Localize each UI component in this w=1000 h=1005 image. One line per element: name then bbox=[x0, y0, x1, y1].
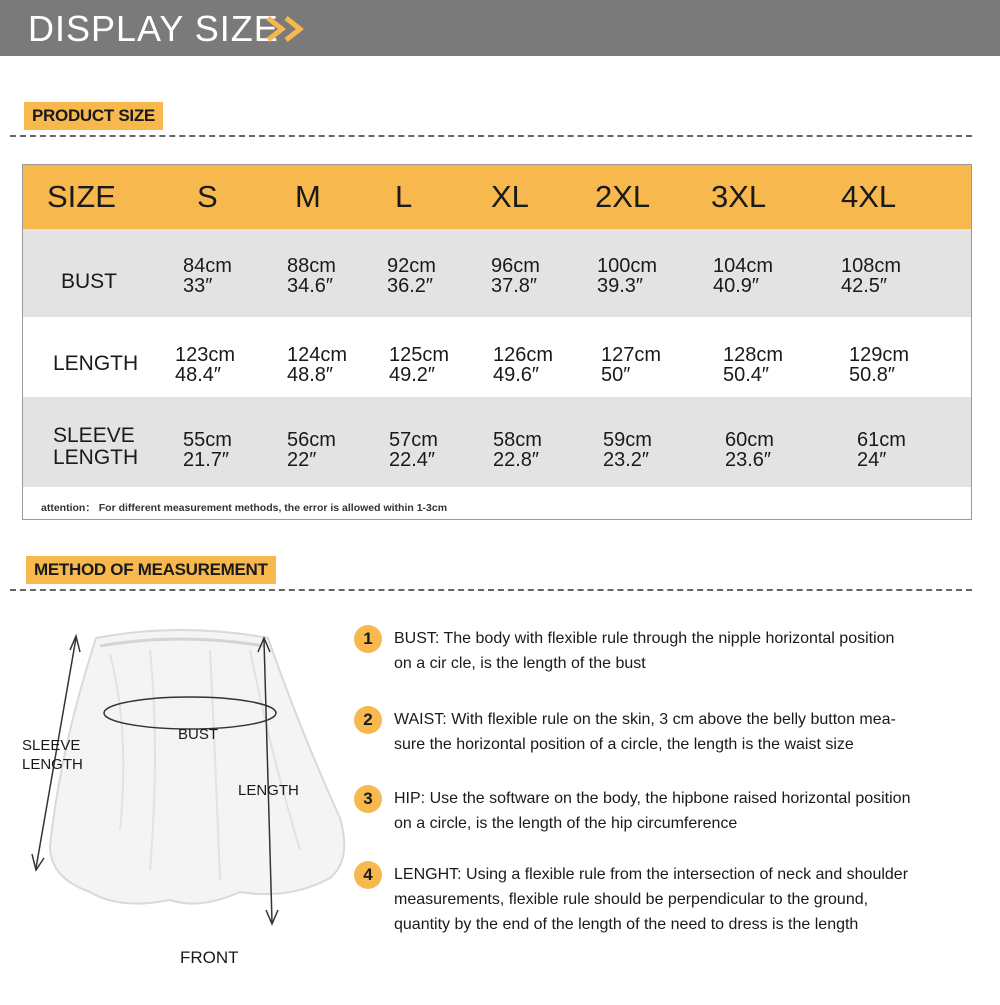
divider bbox=[10, 135, 972, 137]
header-size-xl: XL bbox=[491, 179, 529, 214]
table-cell: 108cm 42.5″ bbox=[841, 255, 902, 297]
garment-illustration bbox=[0, 610, 360, 1000]
table-cell: 128cm 50.4″ bbox=[723, 344, 784, 386]
attention-note: attention： For different measurement methods, the error is allowed within 1-3cm bbox=[41, 502, 448, 514]
table-cell: 129cm 50.8″ bbox=[849, 344, 910, 386]
table-cell: 60cm 23.6″ bbox=[725, 429, 774, 471]
divider bbox=[10, 589, 972, 591]
step-number-badge: 2 bbox=[354, 706, 382, 734]
header-bar bbox=[0, 0, 1000, 56]
size-table bbox=[22, 164, 972, 520]
table-cell: 57cm 22.4″ bbox=[389, 429, 438, 471]
row-label-length: LENGTH bbox=[53, 352, 139, 375]
step-text: BUST: The body with flexible rule through the nipple horizontal position on a cir cle, is the length of the bust bbox=[394, 630, 895, 672]
skirt-drawing bbox=[0, 610, 360, 1000]
table-cell: 127cm 50″ bbox=[601, 344, 662, 386]
length-label: LENGTH bbox=[238, 782, 299, 799]
section-label-method: METHOD OF MEASUREMENT bbox=[26, 556, 276, 584]
table-cell: 88cm 34.6″ bbox=[287, 255, 336, 297]
sleeve-length-label: SLEEVE LENGTH bbox=[22, 737, 83, 773]
table-cell: 104cm 40.9″ bbox=[713, 255, 774, 297]
table-cell: 84cm 33″ bbox=[183, 255, 232, 297]
table-cell: 56cm 22″ bbox=[287, 429, 336, 471]
step-number-badge: 3 bbox=[354, 785, 382, 813]
row-label-sleeve-length: SLEEVE LENGTH bbox=[53, 424, 139, 469]
header-size-label: SIZE bbox=[47, 179, 116, 214]
header-size-2xl: 2XL bbox=[595, 179, 651, 214]
header-size-s: S bbox=[197, 179, 218, 214]
front-label: FRONT bbox=[180, 948, 239, 967]
table-cell: 124cm 48.8″ bbox=[287, 344, 348, 386]
table-cell: 55cm 21.7″ bbox=[183, 429, 232, 471]
table-cell: 123cm 48.4″ bbox=[175, 344, 236, 386]
step-text: WAIST: With flexible rule on the skin, 3 cm above the belly button mea- sure the horizontal position of a circle, the length is the waist size bbox=[394, 711, 896, 753]
header-size-3xl: 3XL bbox=[711, 179, 767, 214]
table-row-bust bbox=[23, 229, 971, 317]
table-cell: 125cm 49.2″ bbox=[389, 344, 450, 386]
table-cell: 58cm 22.8″ bbox=[493, 429, 542, 471]
table-cell: 96cm 37.8″ bbox=[491, 255, 540, 297]
bust-label: BUST bbox=[178, 726, 219, 743]
step-number-badge: 1 bbox=[354, 625, 382, 653]
page-title: DISPLAY SIZE bbox=[28, 8, 279, 49]
table-row-length bbox=[23, 317, 971, 397]
step-text: LENGHT: Using a flexible rule from the intersection of neck and shoulder measurements, flexible rule should be perpendicular to the ground, quantity by the end of the length of the need to dress is the length bbox=[394, 866, 909, 933]
table-cell: 59cm 23.2″ bbox=[603, 429, 652, 471]
table-cell: 100cm 39.3″ bbox=[597, 255, 658, 297]
row-label-bust: BUST bbox=[61, 270, 118, 293]
step-number-badge: 4 bbox=[354, 861, 382, 889]
table-cell: 126cm 49.6″ bbox=[493, 344, 554, 386]
table-cell: 92cm 36.2″ bbox=[387, 255, 436, 297]
header-size-l: L bbox=[395, 179, 413, 214]
table-header-row bbox=[23, 165, 971, 229]
header-size-m: M bbox=[295, 179, 321, 214]
section-label-product-size: PRODUCT SIZE bbox=[24, 102, 163, 130]
header-size-4xl: 4XL bbox=[841, 179, 897, 214]
table-cell: 61cm 24″ bbox=[857, 429, 906, 471]
double-chevron-right-icon bbox=[264, 14, 310, 44]
step-text: HIP: Use the software on the body, the hipbone raised horizontal position on a circle, is the length of the hip circumference bbox=[394, 790, 911, 832]
table-row-sleeve-length bbox=[23, 397, 971, 487]
